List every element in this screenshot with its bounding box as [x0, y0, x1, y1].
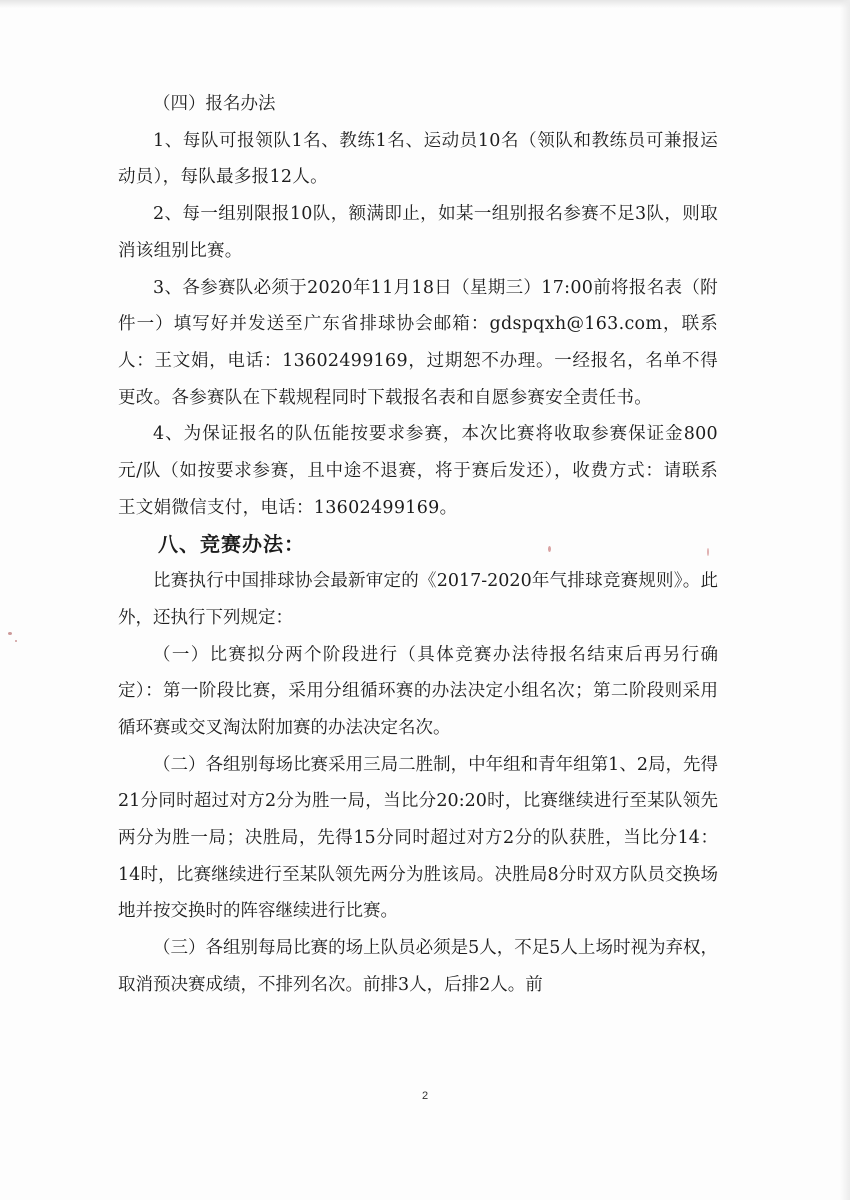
registration-item-1: 1、每队可报领队1名、教练1名、运动员10名（领队和教练员可兼报运动员），每队最多报12人。 [118, 130, 718, 188]
scan-speck [707, 548, 709, 556]
registration-item-3: 3、各参赛队必须于2020年11月18日（星期三）17:00前将报名表（附件一）填写好并发送至广东省排球协会邮箱：gdspqxh@163.com，联系人：王文娟，电话：13602499169，过期恕不办理。一经报名，名单不得更改。各参赛队在下载规程同时下载报名表和自愿参赛安全责任书。 [118, 277, 718, 408]
scan-speck [548, 546, 551, 552]
scan-shadow-right [840, 0, 850, 1200]
scan-speck [8, 632, 12, 635]
section-heading-competition: 八、竞赛办法： [158, 532, 305, 557]
page-number: 2 [421, 1090, 429, 1102]
competition-rule-3: （三）各组别每局比赛的场上队员必须是5人，不足5人上场时视为弃权，取消预决赛成绩，不排列名次。前排3人，后排2人。前 [118, 938, 718, 995]
registration-item-4: 4、为保证报名的队伍能按要求参赛，本次比赛将收取参赛保证金800元/队（如按要求参赛，且中途不退赛，将于赛后发还），收费方式：请联系王文娟微信支付，电话：13602499169。 [118, 424, 718, 518]
competition-rule-1: （一）比赛拟分两个阶段进行（具体竞赛办法待报名结束后再另行确定）：第一阶段比赛，采用分组循环赛的办法决定小组名次；第二阶段则采用循环赛或交叉淘汰附加赛的办法决定名次。 [118, 644, 718, 738]
subheading-registration: （四）报名办法 [153, 94, 276, 114]
document-body [118, 86, 718, 1004]
competition-intro: 比赛执行中国排球协会最新审定的《2017-2020年气排球竞赛规则》。此外，还执行下列规定： [118, 571, 718, 628]
scan-speck [15, 640, 17, 642]
competition-rule-2: （二）各组别每场比赛采用三局二胜制，中年组和青年组第1、2局，先得21分同时超过对方2分为胜一局，当比分20:20时，比赛继续进行至某队领先两分为胜一局；决胜局，先得15分同时超过对方2分的队获胜，当比分14：14时，比赛继续进行至某队领先两分为胜该局。决胜局8分时双方队员交换场地并按交换时的阵容继续进行比赛。 [118, 754, 718, 922]
registration-item-2: 2、每一组别限报10队，额满即止，如某一组别报名参赛不足3队，则取消该组别比赛。 [118, 204, 718, 261]
scan-shadow-top [0, 0, 850, 8]
